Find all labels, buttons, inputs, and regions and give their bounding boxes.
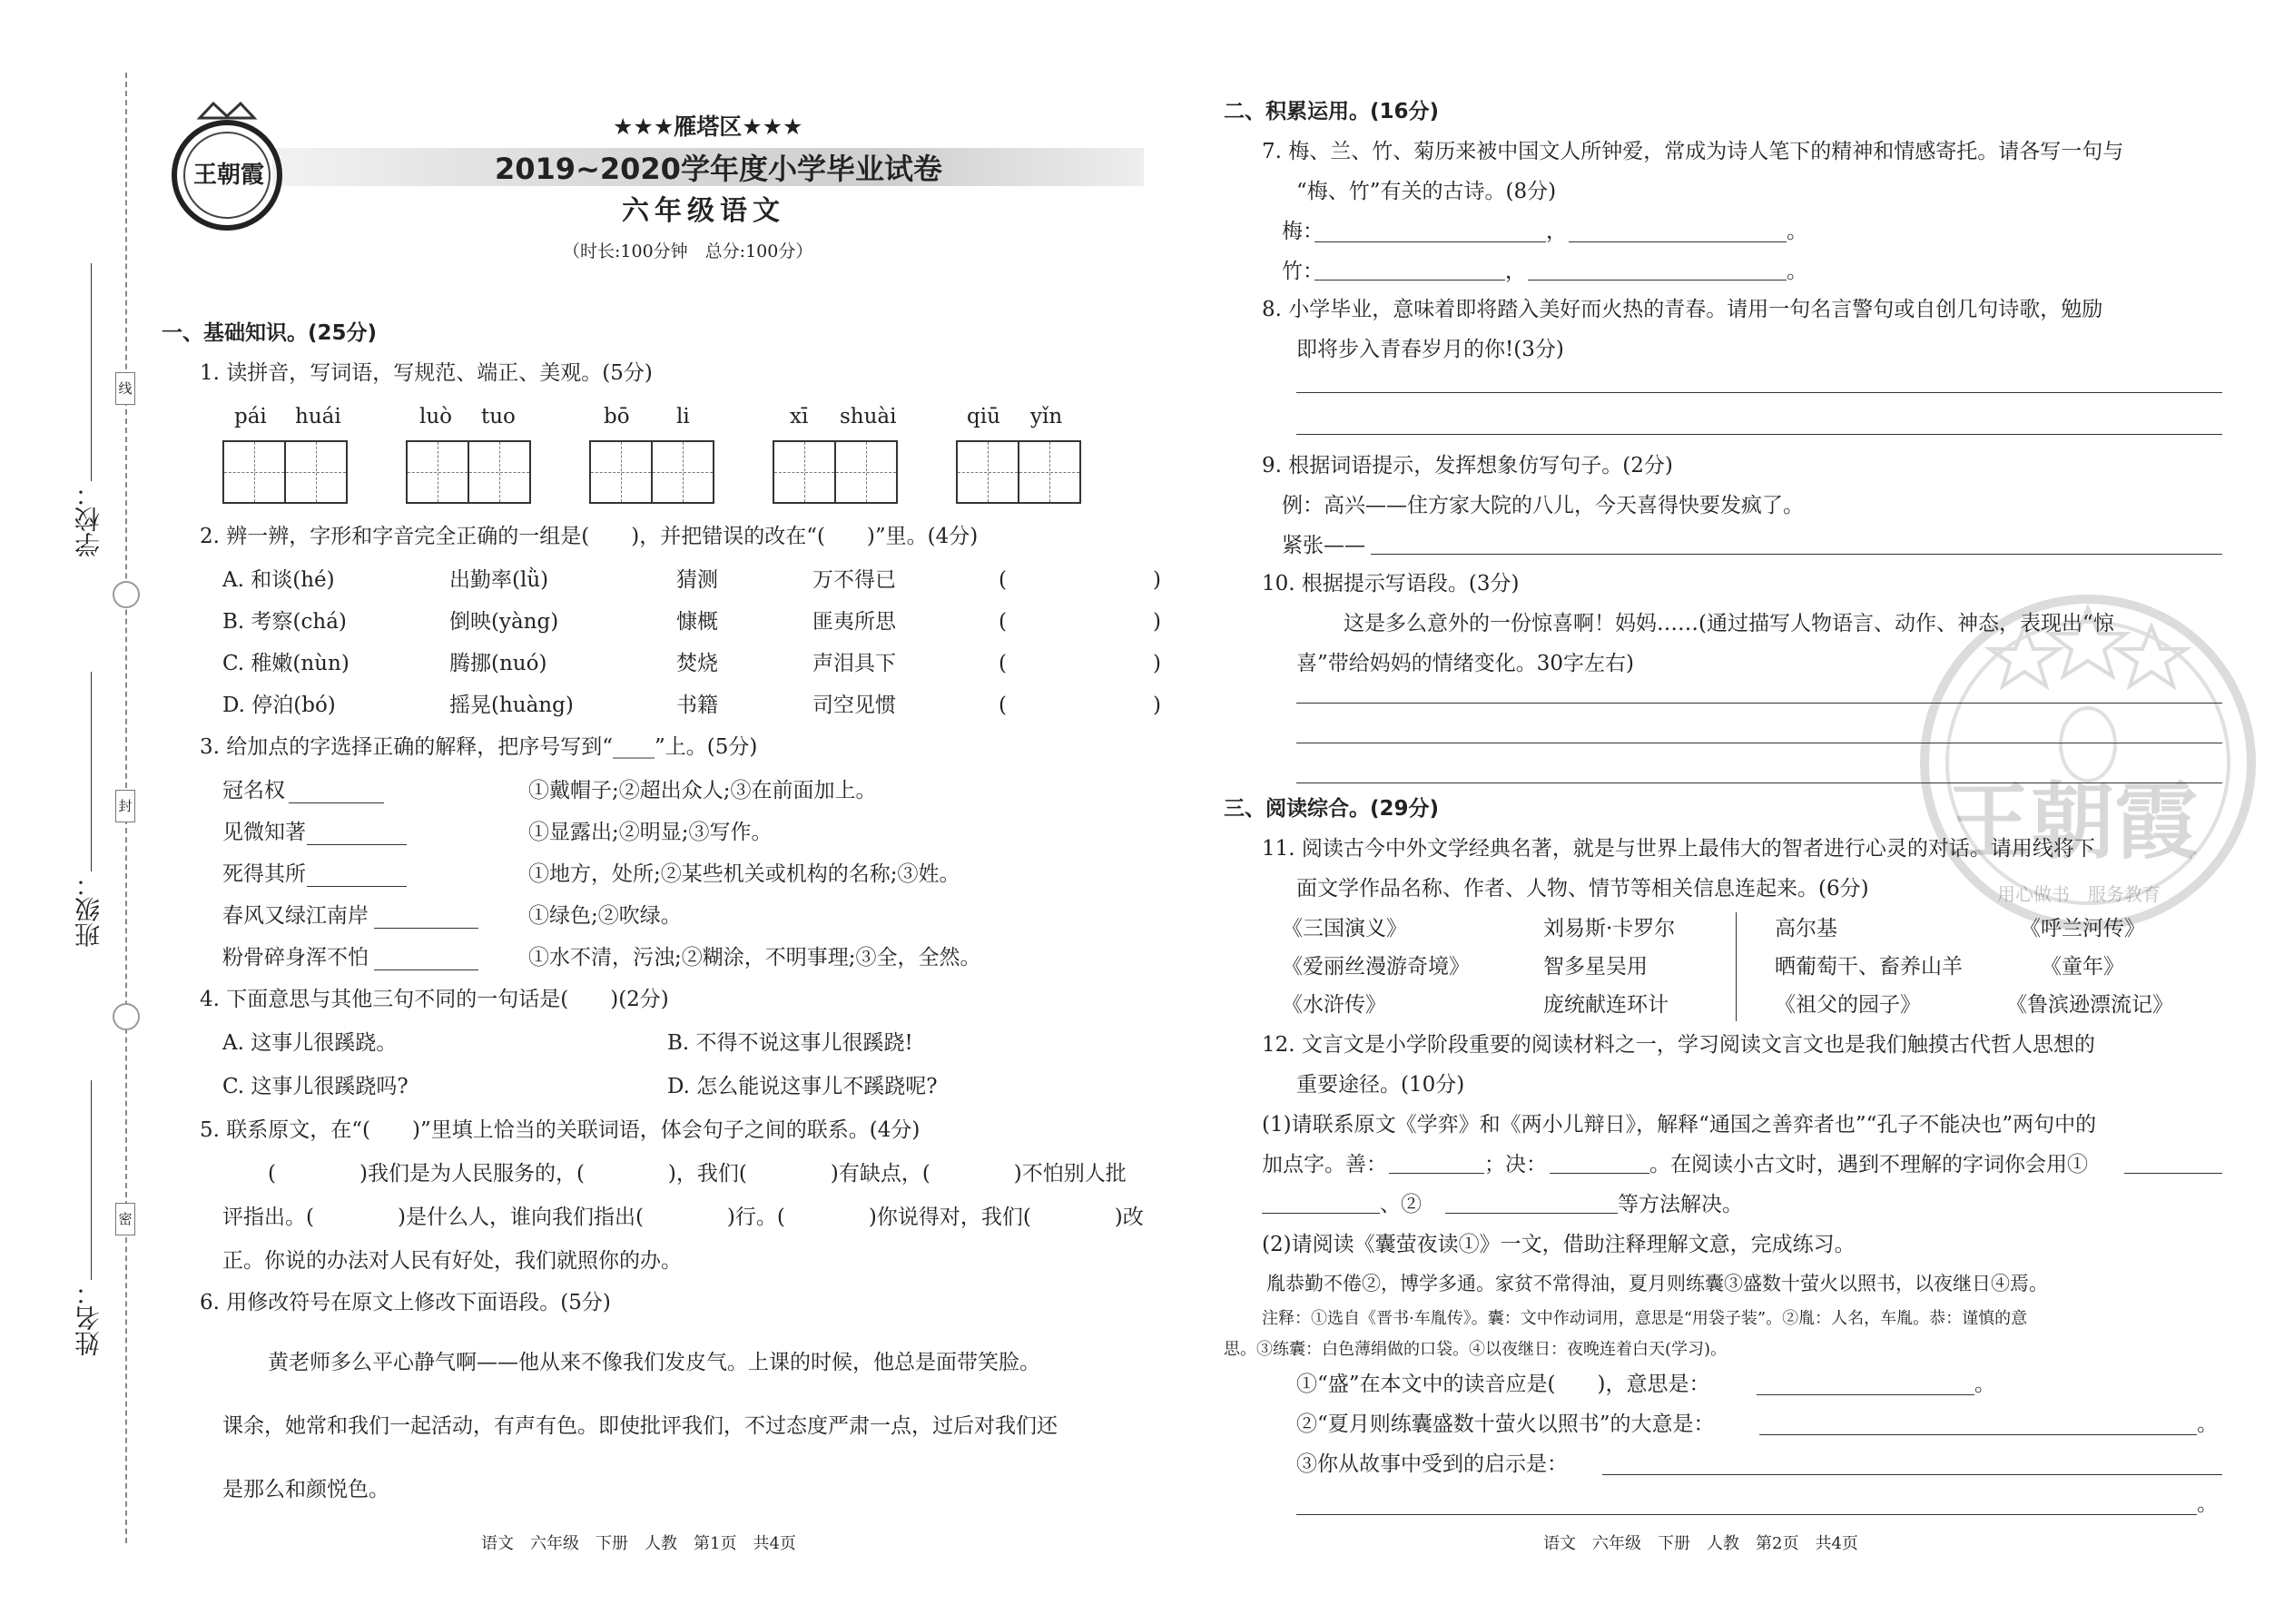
binding-circle-2 [113, 1003, 140, 1030]
q7-mei-comma: ， [1546, 220, 1567, 243]
q4-option-c[interactable]: C. 这事儿很蹊跷吗? [222, 1075, 409, 1098]
q6-passage-1[interactable]: 黄老师多么平心静气啊——他从来不像我们发皮气。上课的时候，他总是面带笑脸。 [268, 1351, 1040, 1374]
writing-box[interactable] [284, 440, 348, 504]
q12a-shan-answer[interactable] [1389, 1173, 1484, 1174]
pinyin-5a: qiū [967, 405, 1000, 428]
q9-answer[interactable] [1371, 554, 2222, 555]
q2-c-2: 腾挪(nuó) [449, 652, 547, 675]
q1-text: 1. 读拼音，写词语，写规范、端正、美观。(5分) [200, 361, 653, 385]
q11-r2-c3[interactable]: 晒葡萄干、畜养山羊 [1775, 955, 1963, 979]
q2-a-3: 猜测 [676, 568, 718, 592]
writing-box[interactable] [834, 440, 898, 504]
q12b-sub-2-period: 。 [2197, 1412, 2218, 1436]
q12a-line-3b: 、② [1380, 1193, 1422, 1216]
q11-r1-c1[interactable]: 《三国演义》 [1282, 917, 1407, 940]
q3-def-5: ①水不清，污浊;②糊涂，不明事理;③全，全然。 [528, 946, 981, 969]
q7-mei-label: 梅： [1282, 220, 1324, 243]
q11-line-1: 11. 阅读古今中外文学经典名著，就是与世界上最伟大的智者进行心灵的对话。请用线将下 [1262, 837, 2095, 861]
q2-a-blank[interactable]: ( ) [999, 568, 1161, 592]
q12b-text: (2)请阅读《囊萤夜读①》一文，借助注释理解文意，完成练习。 [1262, 1233, 1856, 1256]
q2-a-2: 出勤率(lǜ) [449, 568, 549, 592]
q8-line-2: 即将步入青春岁月的你!(3分) [1296, 338, 1564, 361]
q10-answer-1[interactable] [1296, 703, 2222, 704]
q6-passage-2[interactable]: 课余，她常和我们一起活动，有声有色。即使批评我们，不过态度严肃一点，过后对我们还 [222, 1414, 1058, 1438]
q12b-note-1: 注释：①选自《晋书·车胤传》。囊：文中作动词用，意思是“用袋子装”。②胤：人名，车胤。恭：谨慎的意 [1262, 1309, 2028, 1328]
q12b-classical-text: 胤恭勤不倦②，博学多通。家贫不常得油，夏月则练囊③盛数十萤火以照书，以夜继日④焉。 [1266, 1273, 2048, 1294]
q6-text: 6. 用修改符号在原文上修改下面语段。(5分) [200, 1291, 611, 1314]
pinyin-1a: pái [234, 405, 267, 428]
q10-text: 10. 根据提示写语段。(3分) [1262, 572, 1520, 595]
q12b-note-2: 思。③练囊：白色薄绢做的口袋。④以夜继日：夜晚连着白天(学习)。 [1224, 1340, 1728, 1359]
q3-def-1: ①戴帽子;②超出众人;③在前面加上。 [528, 779, 877, 802]
q11-divider [1736, 912, 1737, 1021]
q3-word-5: 粉骨碎身浑不怕 [222, 946, 369, 969]
q12a-line-2: 加点字。善： [1262, 1153, 1387, 1176]
q8-answer-2[interactable] [1296, 434, 2222, 435]
q12b-sub-3-answer[interactable] [1602, 1474, 2222, 1475]
binding-mark-dense: 密 [115, 1203, 135, 1235]
q2-b-4: 匪夷所思 [812, 610, 896, 634]
q3-word-2: 见微知著 [222, 821, 306, 844]
q2-c-4: 声泪具下 [812, 652, 896, 675]
q3-def-4: ①绿色;②吹绿。 [528, 904, 682, 928]
q12b-sub-3-period: 。 [2197, 1492, 2218, 1516]
q3-def-3: ①地方，处所;②某些机关或机构的名称;③姓。 [528, 862, 960, 886]
q2-b-3: 慷概 [676, 610, 718, 634]
pinyin-3a: bō [604, 405, 630, 428]
writing-box[interactable] [773, 440, 836, 504]
q5-line-3: 正。你说的办法对人民有好处，我们就照你的办。 [222, 1249, 682, 1273]
q6-passage-3[interactable]: 是那么和颜悦色。 [222, 1478, 389, 1501]
q7-zhu-label: 竹： [1282, 260, 1324, 283]
pinyin-3b: li [676, 405, 690, 428]
q12a-method-1[interactable] [2124, 1173, 2222, 1174]
writing-box[interactable] [1018, 440, 1081, 504]
exam-title: 2019~2020学年度小学毕业试卷 [495, 152, 942, 186]
q2-d-1: D. 停泊(bó) [222, 694, 336, 717]
q2-c-3: 焚烧 [676, 652, 718, 675]
q11-r3-c1[interactable]: 《水浒传》 [1282, 993, 1386, 1017]
q8-answer-1[interactable] [1296, 392, 2222, 393]
q12-line-1: 12. 文言文是小学阶段重要的阅读材料之一，学习阅读文言文也是我们触摸古代哲人思想的 [1262, 1033, 2095, 1057]
q3-answer-4[interactable] [374, 928, 478, 929]
q7-line-1: 7. 梅、兰、竹、菊历来被中国文人所钟爱，常成为诗人笔下的精神和情感寄托。请各写一句与 [1262, 140, 2124, 163]
q12a-line-1: (1)请联系原文《学弈》和《两小儿辩日》，解释“通国之善弈者也”“孔子不能决也”两句中的 [1262, 1113, 2097, 1137]
q3-answer-5[interactable] [374, 969, 478, 970]
q5-text: 5. 联系原文，在“( )”里填上恰当的关联词语，体会句子之间的联系。(4分) [200, 1118, 921, 1142]
q4-option-b[interactable]: B. 不得不说这事儿很蹊跷! [667, 1031, 913, 1055]
q9-text: 9. 根据词语提示，发挥想象仿写句子。(2分) [1262, 454, 1673, 477]
q7-mei-answer-1[interactable] [1314, 241, 1546, 242]
q10-answer-3[interactable] [1296, 782, 2222, 783]
q7-mei-period: 。 [1787, 220, 1807, 243]
q9-task: 紧张—— [1282, 534, 1365, 557]
q7-zhu-period: 。 [1787, 260, 1807, 283]
q3-word-3: 死得其所 [222, 862, 306, 886]
q3-def-2: ①显露出;②明显;③写作。 [528, 821, 773, 844]
writing-box[interactable] [956, 440, 1019, 504]
q12b-sub-1-period: 。 [1974, 1373, 1995, 1396]
q10-line-1: 这是多么意外的一份惊喜啊！妈妈……(通过描写人物语言、动作、神态，表现出“惊 [1344, 612, 2114, 635]
watermark-subtext: 用心做书 服务教育 [1997, 883, 2161, 905]
q2-text: 2. 辨一辨，字形和字音完全正确的一组是( )，并把错误的改在“( )”里。(4分) [200, 525, 979, 548]
q2-b-1: B. 考察(chá) [222, 610, 347, 634]
watermark-text: 王朝霞 [1947, 773, 2199, 871]
q11-line-2: 面文学作品名称、作者、人物、情节等相关信息连起来。(6分) [1296, 877, 1869, 901]
q11-r2-c2[interactable]: 智多星吴用 [1543, 955, 1648, 979]
pinyin-5b: yǐn [1030, 405, 1063, 428]
q8-line-1: 8. 小学毕业，意味着即将踏入美好而火热的青春。请用一句名言警句或自创几句诗歌，勉励 [1262, 298, 2103, 321]
binding-circle-1 [113, 581, 140, 608]
q3-answer-3[interactable] [307, 886, 407, 887]
q2-d-3: 书籍 [676, 694, 718, 717]
district-title: ★★★雁塔区★★★ [613, 113, 803, 140]
writing-box[interactable] [406, 440, 469, 504]
q10-line-2: 喜”带给妈妈的情绪变化。30字左右) [1296, 652, 1634, 675]
q11-r3-c2[interactable]: 庞统献连环计 [1543, 993, 1669, 1017]
school-field[interactable] [91, 263, 92, 481]
q5-line-1[interactable]: ( )我们是为人民服务的，( )，我们( )有缺点，( )不怕别人批 [268, 1162, 1127, 1186]
pinyin-1b: huái [295, 405, 341, 428]
writing-box[interactable] [222, 440, 286, 504]
q7-mei-answer-2[interactable] [1569, 241, 1787, 242]
q12a-method-2[interactable] [1445, 1213, 1618, 1214]
q9-example: 例：高兴——住方家大院的八儿，今天喜得快要发疯了。 [1282, 494, 1804, 517]
logo-text: 王朝霞 [193, 162, 265, 189]
q2-b-2: 倒映(yàng) [449, 610, 559, 634]
q12a-jue-answer[interactable] [1550, 1173, 1649, 1174]
writing-box[interactable] [468, 440, 531, 504]
q2-d-blank[interactable]: ( ) [999, 694, 1161, 717]
q3-word-4: 春风又绿江南岸 [222, 904, 369, 928]
q11-r2-c1[interactable]: 《爱丽丝漫游奇境》 [1282, 955, 1470, 979]
q2-c-blank[interactable]: ( ) [999, 652, 1161, 675]
q12b-sub-3-answer-2[interactable] [1296, 1514, 2197, 1515]
q2-a-4: 万不得已 [812, 568, 896, 592]
q7-zhu-answer-2[interactable] [1528, 280, 1787, 281]
name-field[interactable] [91, 1080, 92, 1280]
q5-line-2[interactable]: 评指出。( )是什么人，谁向我们指出( )行。( )你说得对，我们( )改 [222, 1206, 1144, 1229]
q7-zhu-comma: ， [1505, 260, 1526, 283]
q2-d-2: 摇晃(huàng) [449, 694, 574, 717]
q2-c-1: C. 稚嫩(nùn) [222, 652, 350, 675]
q11-r1-c3[interactable]: 高尔基 [1775, 917, 1837, 940]
subject-title: 六年级语文 [622, 195, 785, 227]
q12b-sub-2-answer[interactable] [1759, 1434, 2197, 1435]
q4-text: 4. 下面意思与其他三句不同的一句话是( )(2分) [200, 988, 669, 1011]
school-label: 学校： [74, 481, 103, 557]
q12a-line-3c: 等方法解决。 [1618, 1193, 1743, 1216]
footer-left: 语文 六年级 下册 人教 第1页 共4页 [481, 1534, 796, 1553]
q11-r1-c2[interactable]: 刘易斯·卡罗尔 [1543, 917, 1676, 940]
q12a-line-2b: ；决： [1484, 1153, 1547, 1176]
q2-a-1: A. 和谈(hé) [222, 568, 335, 592]
q11-r2-c4[interactable]: 《童年》 [2041, 955, 2124, 979]
pinyin-4b: shuài [840, 405, 897, 428]
pinyin-4a: xī [790, 405, 809, 428]
pinyin-2b: tuo [481, 405, 516, 428]
q11-r1-c4[interactable]: 《呼兰河传》 [2020, 917, 2145, 940]
q2-d-4: 司空见惯 [812, 694, 896, 717]
q11-r3-c3[interactable]: 《祖父的园子》 [1775, 993, 1921, 1017]
q11-r3-c4[interactable]: 《鲁滨逊漂流记》 [2006, 993, 2173, 1017]
q12a-method-1-cont[interactable] [1262, 1213, 1380, 1214]
part3-heading: 三、阅读综合。(29分) [1224, 797, 1440, 821]
writing-box[interactable] [589, 440, 653, 504]
q12b-sub-2: ②“夏月则练囊盛数十萤火以照书”的大意是： [1296, 1412, 1715, 1436]
q4-option-d[interactable]: D. 怎么能说这事儿不蹊跷呢? [667, 1075, 938, 1098]
q12b-sub-1: ①“盛”在本文中的读音应是( )，意思是： [1296, 1373, 1710, 1396]
part2-heading: 二、积累运用。(16分) [1224, 100, 1440, 123]
q4-option-a[interactable]: A. 这事儿很蹊跷。 [222, 1031, 398, 1055]
footer-right: 语文 六年级 下册 人教 第2页 共4页 [1543, 1534, 1858, 1553]
q7-line-2: “梅、竹”有关的古诗。(8分) [1296, 180, 1557, 203]
writing-box[interactable] [651, 440, 714, 504]
q7-zhu-answer-1[interactable] [1314, 280, 1505, 281]
q3-text: 3. 给加点的字选择正确的解释，把序号写到“____”上。(5分) [200, 735, 758, 759]
class-label: 班级： [74, 871, 103, 948]
pinyin-2a: luò [419, 405, 453, 428]
q12b-sub-1-answer[interactable] [1757, 1394, 1974, 1395]
exam-meta: （时长:100分钟 总分:100分） [563, 241, 813, 261]
q3-word-1: 冠名权 [222, 779, 285, 802]
part1-heading: 一、基础知识。(25分) [162, 321, 378, 345]
q3-answer-2[interactable] [307, 844, 407, 845]
q12a-line-2c: 。在阅读小古文时，遇到不理解的字词你会用① [1649, 1153, 2088, 1176]
class-field[interactable] [91, 672, 92, 871]
q3-answer-1[interactable] [289, 802, 384, 803]
name-label: 姓名： [74, 1280, 103, 1356]
q2-b-blank[interactable]: ( ) [999, 610, 1161, 634]
q12-line-2: 重要途径。(10分) [1296, 1073, 1465, 1097]
q12b-sub-3: ③你从故事中受到的启示是： [1296, 1452, 1568, 1476]
binding-mark-line: 线 [115, 372, 135, 405]
binding-mark-seal: 封 [115, 790, 135, 822]
